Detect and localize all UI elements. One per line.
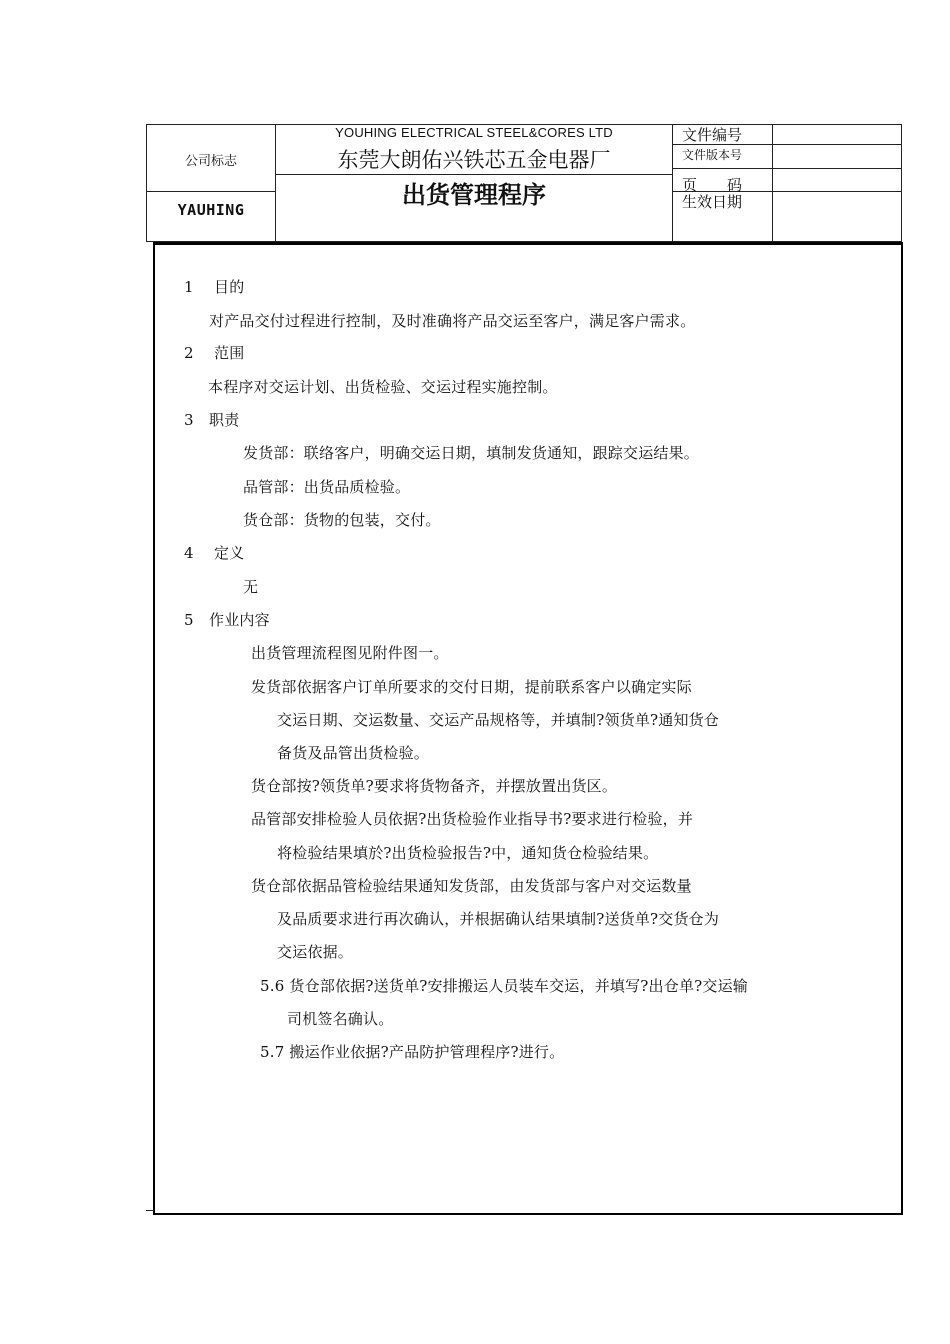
section-2-text: 本程序对交运计划、出货检验、交运过程实施控制。 [208, 378, 558, 396]
company-name-cn: 东莞大朗佑兴铁芯五金电器厂 [337, 149, 611, 172]
section-5-line: 交运日期、交运数量、交运产品规格等，并填制?领货单?通知货仓 [277, 711, 720, 729]
section-5-line: 货仓部依据品管检验结果通知发货部，由发货部与客户对交运数量 [251, 877, 692, 895]
page-number-label: 页 码 [682, 176, 743, 194]
section-5-line: 品管部安排检验人员依据?出货检验作业指导书?要求进行检验，并 [251, 810, 694, 828]
section-5-line: 货仓部按?领货单?要求将货物备齐，并摆放置出货区。 [251, 777, 618, 795]
section-5-number: 5 [184, 611, 194, 629]
section-5-line: 出货管理流程图见附件图一。 [251, 644, 449, 662]
section-2-number: 2 [184, 344, 194, 362]
document-title: 出货管理程序 [402, 182, 546, 209]
section-5-line: 5.7 搬运作业依据?产品防护管理程序?进行。 [260, 1043, 565, 1061]
doc-number-label: 文件编号 [682, 126, 743, 144]
section-1-number: 1 [184, 278, 194, 296]
section-4-title: 定义 [214, 544, 245, 562]
section-5-line: 将检验结果填於?出货检验报告?中，通知货仓检验结果。 [277, 844, 659, 862]
effective-date-label: 生效日期 [682, 193, 743, 211]
section-3-title: 职责 [209, 411, 240, 429]
footer-rule [146, 1210, 154, 1211]
company-name-en: YOUHING ELECTRICAL STEEL&CORES LTD [335, 125, 613, 140]
section-5-line: 发货部依据客户订单所要求的交付日期，提前联系客户以确定实际 [251, 678, 692, 696]
section-4-number: 4 [184, 544, 194, 562]
section-5-line: 及品质要求进行再次确认，并根据确认结果填制?送货单?交货仓为 [277, 910, 720, 928]
section-3-item: 货仓部：货物的包装，交付。 [243, 511, 441, 529]
logo-label: 公司标志 [184, 153, 237, 168]
section-5-line: 5.6 货仓部依据?送货单?安排搬运人员装车交运，并填写?出仓单?交运输 [260, 977, 748, 995]
section-1-title: 目的 [214, 278, 245, 296]
company-logo-text: YAUHING [177, 201, 245, 219]
section-4-text: 无 [243, 578, 259, 596]
section-3-item: 品管部：出货品质检验。 [243, 478, 411, 496]
section-2-title: 范围 [214, 344, 245, 362]
section-5-title: 作业内容 [209, 611, 270, 629]
version-number-label: 文件版本号 [682, 148, 743, 162]
section-3-item: 发货部：联络客户，明确交运日期，填制发货通知，跟踪交运结果。 [243, 444, 700, 462]
section-5-line: 司机签名确认。 [287, 1010, 394, 1028]
section-3-number: 3 [184, 411, 194, 429]
section-5-line: 备货及品管出货检验。 [277, 744, 430, 762]
section-1-text: 对产品交付过程进行控制，及时准确将产品交运至客户，满足客户需求。 [209, 312, 696, 330]
section-5-line: 交运依据。 [277, 943, 354, 961]
